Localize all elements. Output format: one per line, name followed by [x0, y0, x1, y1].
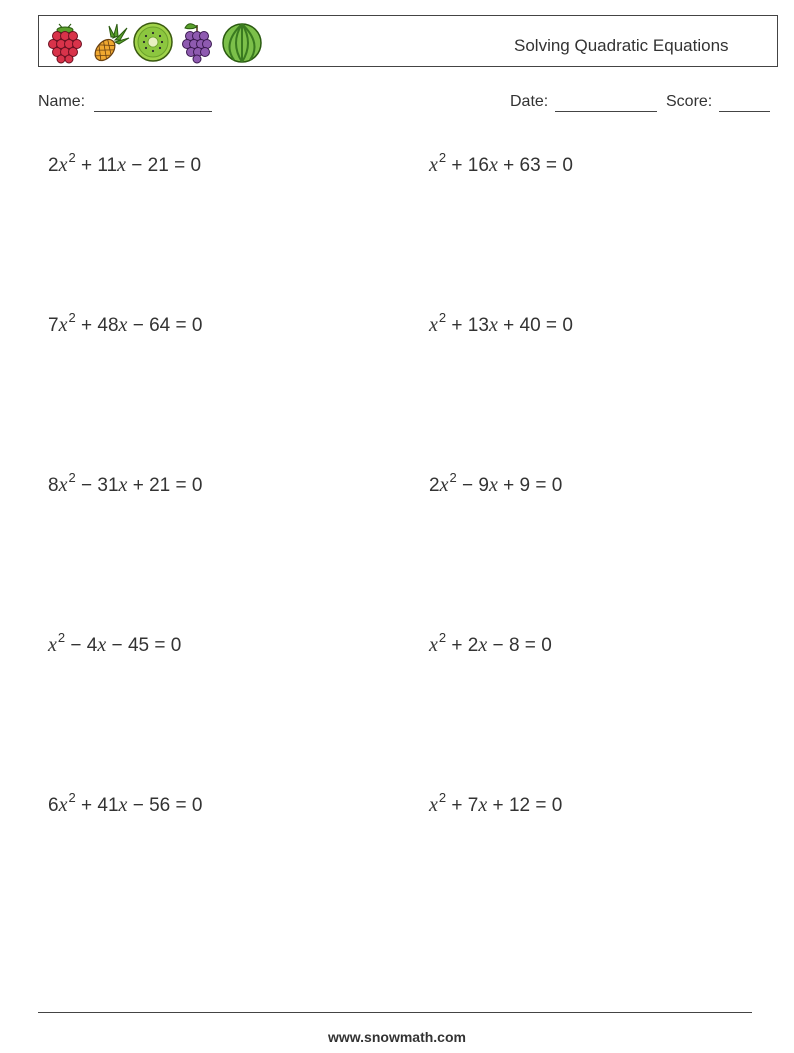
exponent: 2 [68, 790, 76, 805]
operator: + [492, 795, 504, 816]
coef-b: 41 [97, 795, 119, 816]
coef-b: 31 [97, 475, 119, 496]
exponent: 2 [68, 470, 76, 485]
worksheet-title: Solving Quadratic Equations [514, 36, 729, 55]
constant: 45 [127, 635, 150, 656]
equals: = [545, 155, 558, 176]
raspberry-icon [43, 20, 87, 64]
operator: + [451, 315, 463, 336]
var-x: x [439, 474, 449, 496]
coef-a: 7 [48, 315, 59, 336]
score-field[interactable] [719, 111, 770, 112]
var-x: x [118, 794, 128, 816]
problem-1 [48, 150, 201, 177]
var-x: x [48, 634, 57, 656]
var-x: x [429, 634, 438, 656]
operator: − [70, 635, 82, 656]
var-x: x [58, 314, 68, 336]
equals: = [175, 475, 187, 496]
var-x: x [118, 474, 128, 496]
rhs: 0 [170, 635, 182, 656]
exponent: 2 [68, 150, 76, 165]
problem-3 [48, 310, 202, 337]
var-x: x [58, 794, 68, 816]
var-x: x [478, 634, 488, 656]
problem-2 [429, 150, 573, 177]
var-x: x [97, 634, 107, 656]
operator: + [503, 475, 515, 496]
problem-9 [48, 790, 202, 817]
problem-5 [48, 470, 202, 497]
coef-a: 2 [429, 475, 440, 496]
equals: = [175, 795, 187, 816]
rhs: 0 [191, 475, 203, 496]
problem-6 [429, 470, 562, 497]
rhs: 0 [191, 795, 203, 816]
var-x: x [58, 154, 68, 176]
coef-b: 2 [467, 635, 479, 656]
operator: − [132, 315, 144, 336]
exponent: 2 [438, 310, 447, 325]
operator: − [111, 635, 123, 656]
constant: 21 [147, 155, 169, 176]
problem-8 [429, 630, 552, 657]
var-x: x [429, 154, 438, 176]
coef-b: 9 [478, 475, 489, 496]
exponent: 2 [438, 150, 447, 165]
name-label: Name: [38, 93, 86, 110]
operator: + [451, 635, 463, 656]
coef-a: 6 [48, 795, 59, 816]
var-x: x [488, 314, 498, 336]
equals: = [524, 635, 536, 656]
operator: + [503, 155, 515, 176]
exponent: 2 [68, 310, 76, 325]
constant: 8 [508, 635, 520, 656]
constant: 12 [508, 795, 531, 816]
coef-b: 4 [86, 635, 98, 656]
exponent: 2 [449, 470, 457, 485]
exponent: 2 [57, 630, 66, 645]
kiwi-icon [131, 20, 175, 64]
var-x: x [58, 474, 68, 496]
rhs: 0 [562, 155, 573, 176]
operator: + [80, 155, 93, 176]
var-x: x [429, 314, 438, 336]
rhs: 0 [541, 635, 552, 656]
worksheet-header [38, 15, 778, 67]
var-x: x [478, 794, 488, 816]
constant: 9 [519, 475, 531, 496]
operator: + [80, 795, 93, 816]
coef-b: 11 [97, 155, 118, 176]
footer-divider [38, 1012, 752, 1013]
operator: − [461, 475, 474, 496]
rhs: 0 [190, 155, 202, 176]
name-field[interactable] [94, 111, 212, 112]
rhs: 0 [562, 315, 573, 336]
constant: 40 [519, 315, 541, 336]
equals: = [154, 635, 166, 656]
coef-b: 48 [97, 315, 119, 336]
var-x: x [488, 154, 498, 176]
var-x: x [429, 794, 438, 816]
exponent: 2 [438, 630, 447, 645]
grapes-icon [175, 20, 219, 64]
coef-b: 13 [467, 315, 489, 336]
operator: − [131, 155, 143, 176]
date-field[interactable] [555, 111, 657, 112]
operator: − [132, 795, 144, 816]
score-label: Score: [666, 93, 713, 110]
operator: + [451, 795, 463, 816]
equals: = [545, 315, 558, 336]
problem-4 [429, 310, 573, 337]
rhs: 0 [551, 795, 563, 816]
equals: = [174, 155, 186, 176]
operator: − [492, 635, 504, 656]
equals: = [175, 315, 187, 336]
coef-b: 16 [467, 155, 489, 176]
problem-7 [48, 630, 181, 657]
operator: + [503, 315, 515, 336]
equals: = [535, 795, 547, 816]
footer-website[interactable]: www.snowmath.com [328, 1029, 466, 1045]
date-label: Date: [510, 93, 549, 110]
pineapple-icon [87, 20, 131, 64]
operator: + [80, 315, 93, 336]
coef-a: 2 [48, 155, 59, 176]
constant: 64 [149, 315, 171, 336]
coef-b: 7 [467, 795, 479, 816]
watermelon-icon [220, 20, 264, 64]
constant: 63 [519, 155, 541, 176]
operator: + [132, 475, 144, 496]
rhs: 0 [551, 475, 563, 496]
var-x: x [118, 314, 128, 336]
operator: + [451, 155, 463, 176]
problem-10 [429, 790, 562, 817]
constant: 21 [149, 475, 171, 496]
exponent: 2 [438, 790, 447, 805]
var-x: x [117, 154, 126, 176]
operator: − [80, 475, 93, 496]
constant: 56 [149, 795, 171, 816]
coef-a: 8 [48, 475, 59, 496]
rhs: 0 [191, 315, 203, 336]
equals: = [535, 475, 547, 496]
var-x: x [488, 474, 498, 496]
